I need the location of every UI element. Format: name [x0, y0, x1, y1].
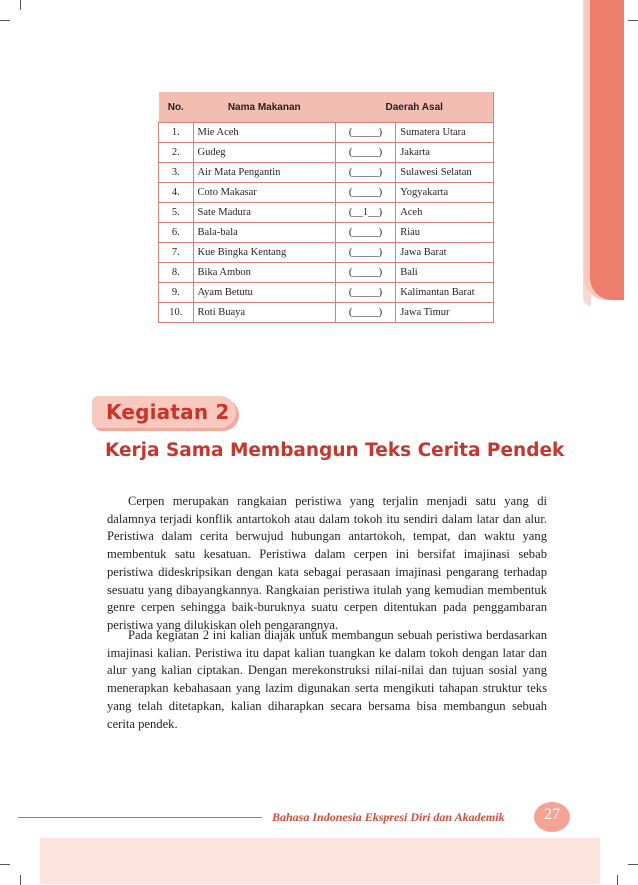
crop-mark: [628, 20, 638, 21]
region-cell: Sumatera Utara: [396, 123, 494, 143]
food-name-cell: Bala-bala: [193, 223, 335, 243]
table-row: [159, 203, 494, 223]
food-name-cell: Air Mata Pengantin: [193, 163, 335, 183]
region-cell: Kalimantan Barat: [396, 283, 494, 303]
row-number: 10.: [159, 303, 194, 323]
region-cell: Jawa Barat: [396, 243, 494, 263]
paragraph-1: Cerpen merupakan rangkaian peristiwa yang terjalin menjadi satu yang di dalamnya terjadi konflik antartokoh atau dalam tokoh itu sendiri dalam latar dan alur. Peristiwa dalam cerita berwujud hubungan antartokoh, tempat, dan waktu yang membentuk satu kesatuan. Peristiwa dalam cerpen ini bersifat imajinasi sebab peristiwa dideskripsikan dengan kata sebagai perasaan imajinasi pengarang terhadap sesuatu yang dibayangkannya. Rangkaian peristiwa itulah yang kemudian membentuk genre cerpen sehingga baik-buruknya suatu cerpen ditentukan pada penggambaran peristiwa yang dilukiskan oleh pengarangnya.: [107, 494, 547, 632]
region-cell: Jakarta: [396, 143, 494, 163]
header-no: No.: [159, 92, 194, 123]
region-cell: Sulawesi Selatan: [396, 163, 494, 183]
footer-bar: [40, 838, 600, 884]
footer-book-title: Bahasa Indonesia Ekspresi Diri dan Akademik: [272, 810, 505, 824]
crop-mark: [617, 875, 618, 885]
page-number: 27: [544, 806, 560, 823]
row-number: 5.: [159, 203, 194, 223]
table-header-row: [159, 92, 494, 123]
answer-blank: (_____): [335, 183, 395, 203]
region-cell: Bali: [396, 263, 494, 283]
answer-blank: (_____): [335, 163, 395, 183]
table-row: [159, 303, 494, 323]
answer-blank: (_____): [335, 223, 395, 243]
footer-divider: [18, 817, 262, 818]
table-row: [159, 243, 494, 263]
region-cell: Aceh: [396, 203, 494, 223]
table-row: [159, 183, 494, 203]
food-name-cell: Ayam Betutu: [193, 283, 335, 303]
answer-blank: (_____): [335, 143, 395, 163]
section-title: Kerja Sama Membangun Teks Cerita Pendek: [105, 440, 565, 461]
answer-blank: (_____): [335, 283, 395, 303]
row-number: 4.: [159, 183, 194, 203]
crop-mark: [0, 864, 10, 865]
crop-mark: [0, 20, 10, 21]
crop-mark: [628, 864, 638, 865]
activity-badge-label: Kegiatan 2: [106, 400, 230, 424]
food-name-cell: Gudeg: [193, 143, 335, 163]
food-name-cell: Roti Buaya: [193, 303, 335, 323]
answer-blank: (__1__): [335, 203, 395, 223]
table-row: [159, 283, 494, 303]
side-tab: [590, 0, 624, 300]
row-number: 8.: [159, 263, 194, 283]
food-name-cell: Bika Ambon: [193, 263, 335, 283]
row-number: 7.: [159, 243, 194, 263]
header-food-name: Nama Makanan: [193, 92, 335, 123]
food-name-cell: Coto Makasar: [193, 183, 335, 203]
paragraph-2: Pada kegiatan 2 ini kalian diajak untuk membangun sebuah peristiwa berdasarkan imajinasi kalian. Peristiwa itu dapat kalian tuangkan ke dalam tokoh dengan latar dan alur yang kalian ciptakan. Dengan merekonstruksi nilai-nilai dan tujuan sosial yang menerapkan kebahasaan yang lazim digunakan serta mengikuti tahapan struktur teks yang telah ditetapkan, kalian diharapkan secara bersama bisa membangun sebuah cerita pendek.: [107, 628, 547, 731]
answer-blank: (_____): [335, 263, 395, 283]
row-number: 6.: [159, 223, 194, 243]
table-row: [159, 263, 494, 283]
table-row: [159, 123, 494, 143]
table-row: [159, 163, 494, 183]
region-cell: Yogyakarta: [396, 183, 494, 203]
region-cell: Jawa Timur: [396, 303, 494, 323]
food-name-cell: Mie Aceh: [193, 123, 335, 143]
food-name-cell: Sate Madura: [193, 203, 335, 223]
row-number: 3.: [159, 163, 194, 183]
answer-blank: (_____): [335, 123, 395, 143]
header-region: Daerah Asal: [335, 92, 493, 123]
row-number: 1.: [159, 123, 194, 143]
crop-mark: [20, 0, 21, 10]
table-row: [159, 223, 494, 243]
answer-blank: (_____): [335, 243, 395, 263]
food-origin-table: [158, 92, 494, 323]
food-name-cell: Kue Bingka Kentang: [193, 243, 335, 263]
table-row: [159, 143, 494, 163]
crop-mark: [20, 875, 21, 885]
row-number: 2.: [159, 143, 194, 163]
region-cell: Riau: [396, 223, 494, 243]
answer-blank: (_____): [335, 303, 395, 323]
row-number: 9.: [159, 283, 194, 303]
